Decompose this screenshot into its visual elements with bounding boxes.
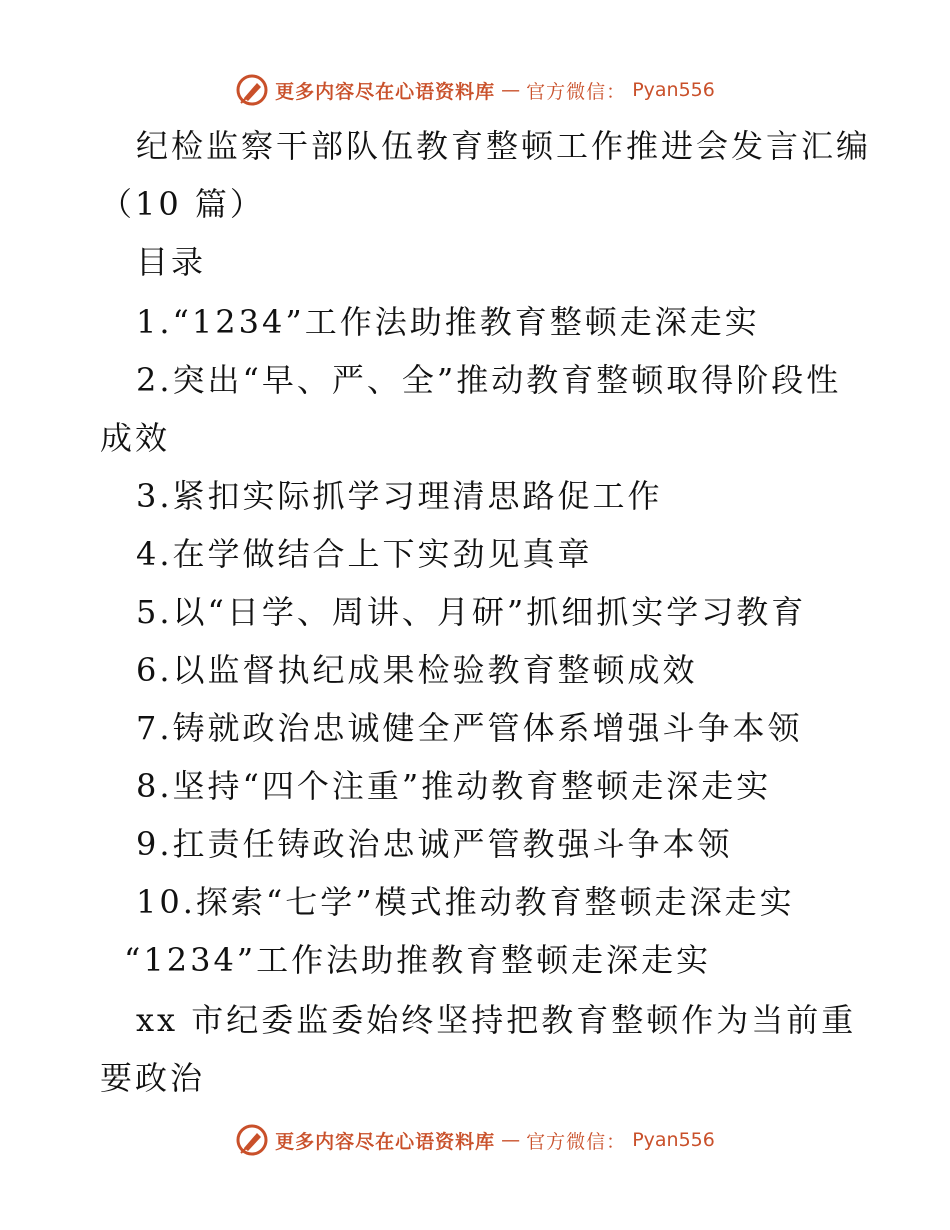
toc-item: 8.坚持“四个注重”推动教育整顿走深走实 — [136, 767, 772, 805]
document-title-line1: 纪检监察干部队伍教育整顿工作推进会发言汇编 — [136, 127, 872, 165]
toc-item: 6.以监督执纪成果检验教育整顿成效 — [136, 651, 698, 689]
toc-item: 10.探索“七学”模式推动教育整顿走深走实 — [136, 883, 795, 921]
body-paragraph-line2: 要政治 — [100, 1059, 206, 1097]
toc-item: 1.“1234”工作法助推教育整顿走深走实 — [136, 303, 760, 341]
watermark-handle: Pyan556 — [632, 79, 715, 101]
toc-item: 9.扛责任铸政治忠诚严管教强斗争本领 — [136, 825, 733, 863]
toc-item: 2.突出“早、严、全”推动教育整顿取得阶段性 — [136, 361, 842, 399]
toc-item: 3.紧扣实际抓学习理清思路促工作 — [136, 477, 663, 515]
watermark-dash: — — [501, 1129, 521, 1151]
pen-logo-icon — [235, 1123, 269, 1157]
pen-logo-icon — [235, 73, 269, 107]
body-paragraph-line1: xx 市纪委监委始终坚持把教育整顿作为当前重 — [136, 1001, 857, 1039]
header-watermark — [0, 70, 950, 110]
document-title-line2: （10 篇） — [100, 185, 265, 223]
toc-item: 4.在学做结合上下实劲见真章 — [136, 535, 593, 573]
section-title: “1234”工作法助推教育整顿走深走实 — [124, 941, 712, 979]
toc-item: 7.铸就政治忠诚健全严管体系增强斗争本领 — [136, 709, 803, 747]
toc-item-continuation: 成效 — [100, 419, 171, 457]
watermark-sub-text: 官方微信： — [526, 1130, 627, 1153]
toc-heading: 目录 — [136, 243, 207, 281]
watermark-main-text: 更多内容尽在心语资料库 — [275, 80, 496, 103]
watermark-dash: — — [501, 79, 521, 101]
watermark-handle: Pyan556 — [632, 1129, 715, 1151]
toc-item: 5.以“日学、周讲、月研”抓细抓实学习教育 — [136, 593, 807, 631]
watermark-main-text: 更多内容尽在心语资料库 — [275, 1130, 496, 1153]
footer-watermark — [0, 1120, 950, 1160]
watermark-sub-text: 官方微信： — [526, 80, 627, 103]
